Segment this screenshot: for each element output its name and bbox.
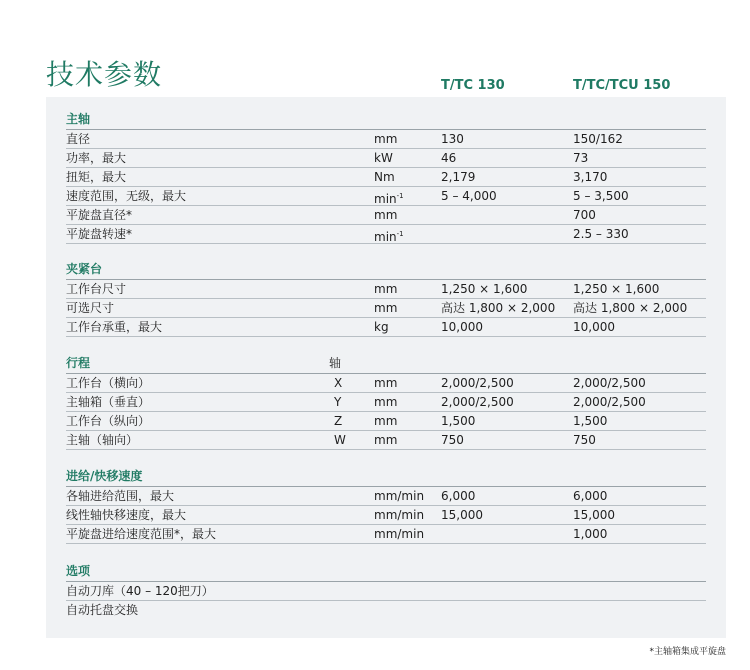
row-value-2: 10,000 [573,320,615,334]
row-unit: mm [374,208,398,222]
row-unit: mm/min [374,508,425,522]
row-value-2: 15,000 [573,508,615,522]
row-label: 平旋盘进给速度范围*，最大 [66,527,217,541]
table-row [66,487,706,506]
row-value-2: 1,250 × 1,600 [573,282,660,296]
row-label: 各轴进给范围，最大 [66,489,175,503]
table-row [66,374,706,393]
row-value-2: 3,170 [573,170,608,184]
row-value-1: 2,000/2,500 [441,395,514,409]
row-label: 功率，最大 [66,151,127,165]
section-title: 主轴 [66,110,706,130]
row-label: 主轴箱（垂直） [66,395,151,409]
table-row [66,431,706,450]
row-value-1: 6,000 [441,489,476,503]
table-row [66,506,706,525]
row-value-2: 150/162 [573,132,623,146]
row-axis: Y [334,395,342,409]
row-unit: kg [374,320,389,334]
row-axis: Z [334,414,343,428]
row-label: 工作台尺寸 [66,282,127,296]
row-value-2: 1,500 [573,414,608,428]
section-title: 选项 [66,562,706,582]
section-clamping-table [66,260,706,337]
row-label: 主轴（轴向） [66,433,139,447]
row-label: 直径 [66,132,91,146]
row-value-1: 高达 1,800 × 2,000 [441,301,556,315]
row-unit: kW [374,151,393,165]
row-axis: W [334,433,346,447]
table-row [66,280,706,299]
row-value-1: 15,000 [441,508,483,522]
row-value-1: 1,250 × 1,600 [441,282,528,296]
row-unit: mm/min [374,527,425,541]
row-value-1: 2,179 [441,170,476,184]
section-feed-rapid [66,467,706,544]
row-label: 线性轴快移速度，最大 [66,508,187,522]
section-spindle [66,110,706,244]
row-unit: $\min^{-1}$ [374,192,404,206]
row-unit: Nm [374,170,395,184]
row-value-2: 2,000/2,500 [573,376,646,390]
table-row [66,225,706,244]
table-row [66,149,706,168]
table-row [66,130,706,149]
row-label: 自动刀库（40 – 120把刀） [66,584,214,598]
row-value-2: 6,000 [573,489,608,503]
row-unit: mm/min [374,489,425,503]
section-title: 行程 轴 [66,354,706,374]
row-value-2: 2,000/2,500 [573,395,646,409]
row-unit: mm [374,433,398,447]
row-value-2: 1,000 [573,527,608,541]
row-value-2: 2.5 – 330 [573,227,629,241]
section-travel [66,354,706,450]
section-title: 夹紧台 [66,260,706,280]
page-title: 技术参数 [46,57,163,91]
table-row [66,601,706,619]
row-unit: mm [374,395,398,409]
row-label: 速度范围，无级，最大 [66,189,187,203]
row-label: 平旋盘转速* [66,227,133,241]
row-axis: X [334,376,343,390]
row-value-2: 高达 1,800 × 2,000 [573,301,688,315]
footnote: *主轴箱集成平旋盘 [649,647,726,657]
row-label: 工作台承重，最大 [66,320,163,334]
row-value-2: 73 [573,151,589,165]
spec-table-panel [46,97,726,638]
row-value-1: 1,500 [441,414,476,428]
row-unit: $\min^{-1}$ [374,230,404,244]
row-value-1: 130 [441,132,464,146]
table-row [66,525,706,544]
row-value-1: 10,000 [441,320,483,334]
row-value-2: 750 [573,433,596,447]
row-label: 可选尺寸 [66,301,115,315]
row-value-1: 46 [441,151,457,165]
table-row [66,299,706,318]
row-unit: mm [374,282,398,296]
row-value-1: 2,000/2,500 [441,376,514,390]
row-label: 扭矩，最大 [66,170,127,184]
table-row [66,187,706,206]
section-title: 进给/快移速度 [66,467,706,487]
row-unit: mm [374,301,398,315]
table-row [66,412,706,431]
model-header-2: T/TC/TCU 150 [573,78,671,93]
row-label: 工作台（纵向） [66,414,151,428]
row-value-1: 750 [441,433,464,447]
row-value-1: 5 – 4,000 [441,189,497,203]
axis-column-header: 轴 [329,356,342,370]
model-header-1: T/TC 130 [441,78,505,93]
table-row [66,582,706,601]
row-value-2: 700 [573,208,596,222]
row-label: 自动托盘交换 [66,603,139,617]
table-row [66,318,706,337]
row-unit: mm [374,132,398,146]
table-row [66,168,706,187]
table-row [66,393,706,412]
table-row [66,206,706,225]
row-value-2: 5 – 3,500 [573,189,629,203]
row-label: 工作台（横向） [66,376,151,390]
row-label: 平旋盘直径* [66,208,133,222]
row-unit: mm [374,414,398,428]
section-options [66,562,706,619]
row-unit: mm [374,376,398,390]
